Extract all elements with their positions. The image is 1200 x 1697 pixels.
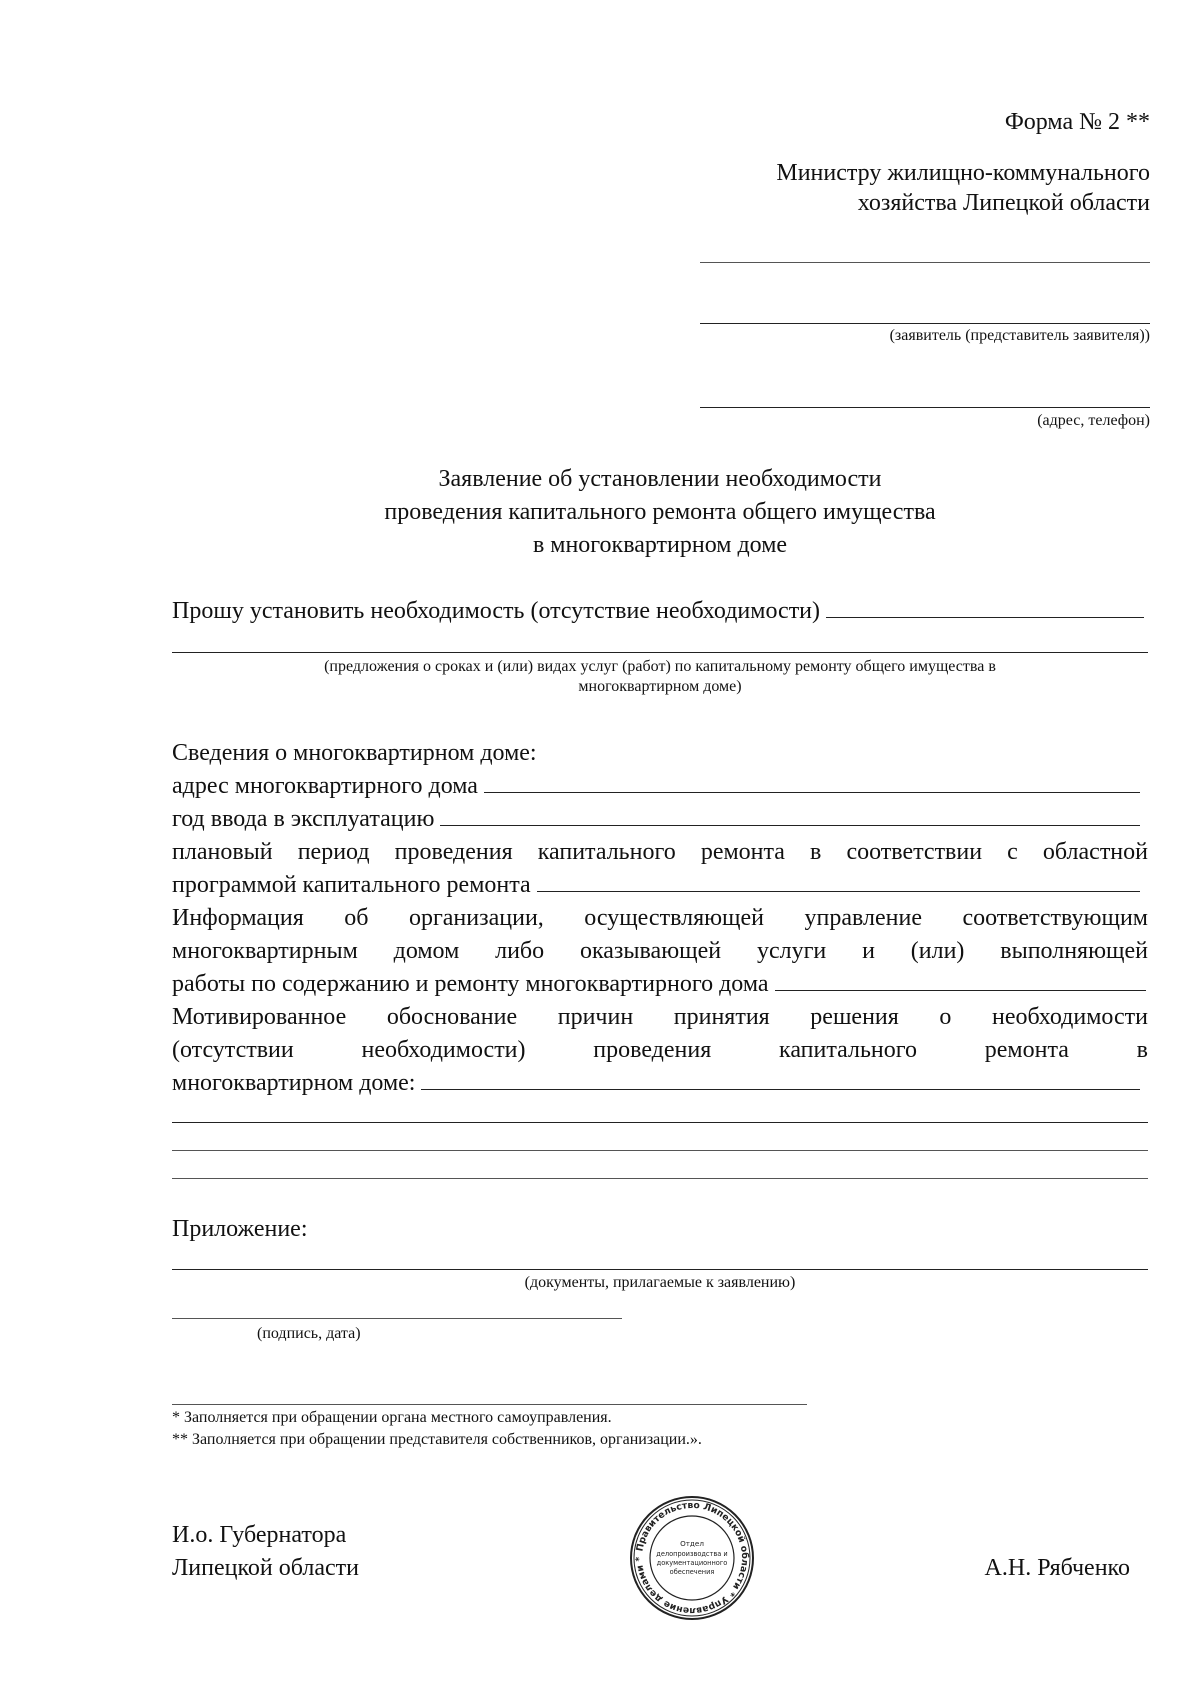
signature-line: [172, 1318, 622, 1319]
address-row: [172, 771, 1140, 801]
org-blank: [775, 969, 1146, 991]
house-address-label: адрес многоквартирного дома: [172, 773, 478, 799]
applicant-caption: (заявитель (представитель заявителя)): [889, 327, 1150, 344]
form-number: Форма № 2 **: [1004, 109, 1150, 135]
motive-line1: Мотивированное обоснование причин принятия решения о необходимости: [172, 1004, 1148, 1030]
signatory-position-line1: И.о. Губернатора: [172, 1522, 347, 1548]
addressee-line1: Министру жилищно-коммунального: [776, 160, 1150, 186]
motive-blank: [421, 1068, 1140, 1090]
addressee-blank-line: [700, 262, 1150, 263]
stamp-center-line3: документационного: [656, 1559, 728, 1567]
motive-line2: (отсутствии необходимости) проведения капитального ремонта в: [172, 1037, 1148, 1063]
request-row: [172, 596, 1144, 626]
signatory-position-line2: Липецкой области: [172, 1555, 359, 1581]
year-label: год ввода в эксплуатацию: [172, 806, 435, 832]
stamp-center-line4: обеспечения: [669, 1568, 715, 1576]
address-caption: (адрес, телефон): [1037, 412, 1150, 429]
address-line: [700, 407, 1150, 408]
year-row: [172, 804, 1140, 834]
addressee-line2: хозяйства Липецкой области: [857, 190, 1150, 216]
title-line1: Заявление об установлении необходимости: [438, 466, 882, 492]
official-stamp: [628, 1494, 756, 1622]
year-blank: [440, 804, 1140, 826]
footnote-divider: [172, 1404, 807, 1405]
stamp-ring-text: Правительство Липецкой области * Управление делами *: [633, 1499, 751, 1617]
attachment-caption: (документы, прилагаемые к заявлению): [524, 1274, 796, 1291]
applicant-line: [700, 323, 1150, 324]
request-text: Прошу установить необходимость (отсутствие необходимости): [172, 598, 821, 624]
motive-extra-line2: [172, 1150, 1148, 1151]
request-caption-line2: многоквартирном доме): [578, 678, 742, 695]
title-line3: в многоквартирном доме: [532, 532, 788, 558]
attachment-line: [172, 1269, 1148, 1270]
motive-line3: многоквартирном доме:: [172, 1070, 416, 1096]
stamp-center-line1: Отдел: [680, 1539, 704, 1548]
request-line: [172, 652, 1148, 653]
org-row: [172, 969, 1146, 999]
period-line2: программой капитального ремонта: [172, 872, 531, 898]
period-blank: [537, 870, 1140, 892]
house-address-blank: [484, 771, 1140, 793]
stamp-center-line2: делопроизводства и: [656, 1550, 728, 1558]
attachment-label: Приложение:: [172, 1216, 308, 1242]
signature-caption: (подпись, дата): [257, 1325, 361, 1342]
signatory-name: А.Н. Рябченко: [984, 1555, 1130, 1581]
period-line1: плановый период проведения капитального ремонта в соответствии с областной: [172, 839, 1148, 865]
motive-row: [172, 1068, 1140, 1098]
org-line2: многоквартирным домом либо оказывающей услуги и (или) выполняющей: [172, 938, 1148, 964]
period-row: [172, 870, 1140, 900]
org-line3: работы по содержанию и ремонту многоквартирного дома: [172, 971, 769, 997]
request-caption-line1: (предложения о сроках и (или) видах услуг (работ) по капитальному ремонту общего имущества в: [324, 658, 996, 675]
org-line1: Информация об организации, осуществляющей управление соответствующим: [172, 905, 1148, 931]
footnote-1: * Заполняется при обращении органа местного самоуправления.: [172, 1409, 612, 1426]
info-heading: Сведения о многоквартирном доме:: [172, 740, 537, 766]
footnote-2: ** Заполняется при обращении представителя собственников, организации.».: [172, 1431, 702, 1448]
request-blank: [826, 596, 1144, 618]
title-line2: проведения капитального ремонта общего имущества: [384, 499, 936, 525]
motive-extra-line3: [172, 1178, 1148, 1179]
motive-extra-line1: [172, 1122, 1148, 1123]
